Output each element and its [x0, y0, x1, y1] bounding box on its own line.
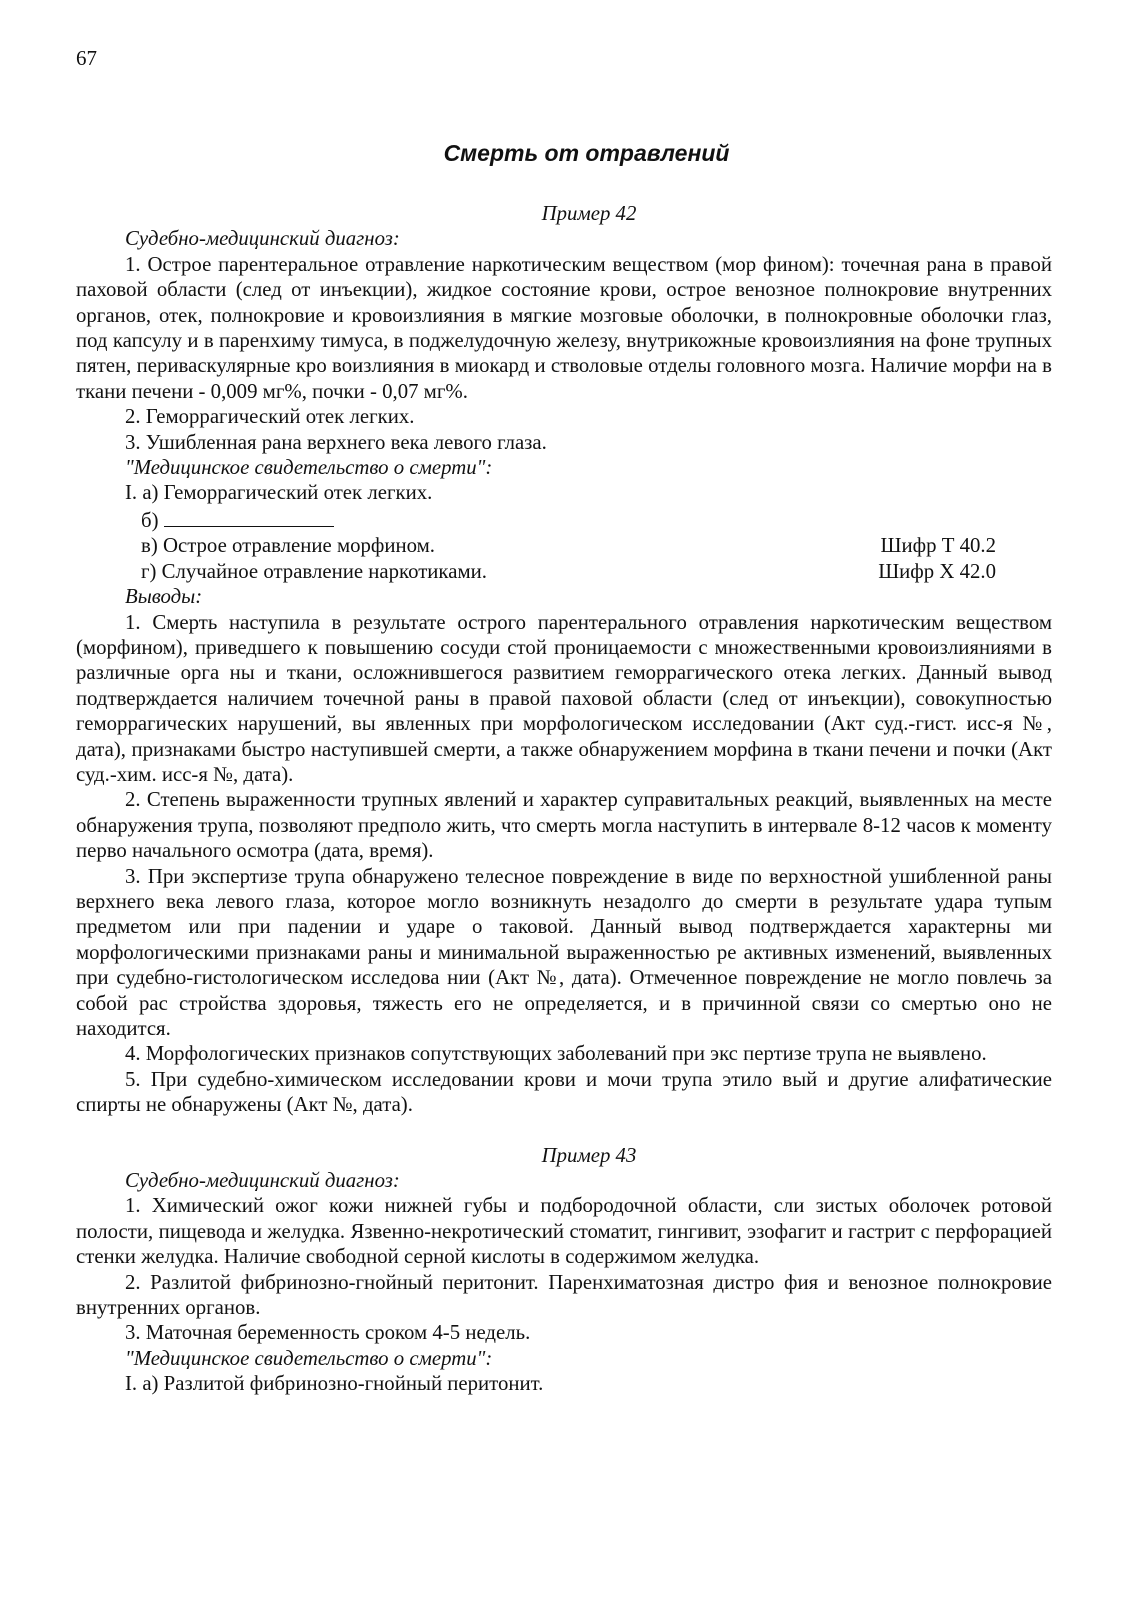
blank-line	[164, 506, 334, 527]
conclusion-item: 3. При экспертизе трупа обнаружено телесное повреждение в виде по верхностной ушибленной раны верхнего века левого глаза, которое могло возникнуть незадолго до смерти в результате удара тупым предметом или при падении и ударе о таковой. Данный вывод подтверждается характерны ми морфологическими признаками раны и минимальной выраженностью ре активных изменений, выявленных при судебно-гистологическом исследова нии (Акт №, дата). Отмеченное повреждение не могло повлечь за собой рас стройства здоровья, тяжесть его не определяется, и в причинной связи со смертью оно не находится.	[76, 864, 1052, 1040]
diagnosis-item: 1. Острое парентеральное отравление наркотическим веществом (мор фином): точечная рана в правой паховой области (след от инъекции), жидкое состояние крови, острое венозное полнокровие внутренних органов, отек, полнокровие и кровоизлияния в мягкие мозговые оболочки, в полнокровные оболочки глаз, под капсулу и в паренхиму тимуса, в поджелудочную железу, внутрикожные кровоизлияния на фоне трупных пятен, периваскулярные кро воизлияния в миокард и стволовые отделы головного мозга. Наличие морфи на в ткани печени - 0,009 мг%, почки - 0,07 мг%.	[76, 252, 1052, 403]
example-title: Пример 43	[541, 1143, 637, 1167]
certificate-heading: "Медицинское свидетельство о смерти":	[125, 456, 493, 480]
certificate-line-a	[76, 480, 1052, 505]
section-spacer	[76, 1118, 1052, 1143]
diagnosis-item: 3. Ушибленная рана верхнего века левого глаза.	[125, 430, 547, 454]
chapter-title: Смерть от отравлений	[443, 140, 730, 166]
document-body	[76, 201, 1052, 1397]
diagnosis-item: 2. Геморрагический отек легких.	[125, 405, 415, 429]
diagnosis-item: 3. Маточная беременность сроком 4-5 недель.	[125, 1321, 531, 1345]
diagnosis-item: 1. Химический ожог кожи нижней губы и подбородочной области, сли зистых оболочек ротовой полости, пищевода и желудка. Язвенно-некротический стоматит, гингивит, эзофагит и гастрит с перфорацией стенки желудка. Наличие свободной серной кислоты в содержимом желудка.	[76, 1194, 1052, 1269]
icd-code: Шифр Х 42.0	[878, 559, 996, 583]
example-title: Пример 42	[541, 202, 637, 225]
page-number: 67	[76, 46, 97, 70]
certificate-line-v	[76, 533, 1052, 558]
certificate-line-g	[76, 559, 1052, 584]
conclusion-item: 5. При судебно-химическом исследовании крови и мочи трупа этило вый и другие алифатические спирты не обнаружены (Акт №, дата).	[76, 1067, 1052, 1117]
certificate-line-a: I. а) Разлитой фибринозно-гнойный перитонит.	[125, 1372, 544, 1396]
example-43	[76, 1143, 1052, 1397]
conclusions-heading: Выводы:	[125, 585, 203, 609]
example-42	[76, 201, 1052, 1118]
certificate-heading: "Медицинское свидетельство о смерти":	[125, 1346, 493, 1370]
icd-code: Шифр Т 40.2	[880, 534, 996, 558]
certificate-cause: г) Случайное отравление наркотиками.	[141, 559, 487, 583]
certificate-cause: I. а) Геморрагический отек легких.	[125, 481, 433, 505]
certificate-cause: в) Острое отравление морфином.	[141, 534, 436, 558]
diagnosis-item: 2. Разлитой фибринозно-гнойный перитонит. Паренхиматозная дистро фия и венозное полнокровие внутренних органов.	[76, 1270, 1052, 1320]
conclusion-item: 4. Морфологических признаков сопутствующих заболеваний при экс пертизе трупа не выявлено.	[125, 1042, 987, 1066]
certificate-line-b	[76, 506, 1052, 533]
diagnosis-heading: Судебно-медицинский диагноз:	[125, 227, 400, 251]
diagnosis-heading: Судебно-медицинский диагноз:	[125, 1169, 400, 1193]
conclusion-item: 1. Смерть наступила в результате острого парентерального отравления наркотическим веществом (морфином), приведшего к повышению сосуди стой проницаемости с множественными кровоизлияниями в различные орга ны и ткани, осложнившегося развитием геморрагического отека легких. Данный вывод подтверждается наличием точечной раны в правой паховой области (след от инъекции), совокупностью геморрагических нарушений, вы явленных при морфологическом исследовании (Акт суд.-гист. исс-я №, дата), признаками быстро наступившей смерти, а также обнаружением морфина в ткани печени и почки (Акт суд.-хим. исс-я №, дата).	[76, 610, 1052, 786]
conclusion-item: 2. Степень выраженности трупных явлений и характер суправитальных реакций, выявленных на месте обнаружения трупа, позволяют предполо жить, что смерть могла наступить в интервале 8-12 часов к моменту перво начального осмотра (дата, время).	[76, 788, 1052, 863]
certificate-cause: б)	[141, 506, 334, 533]
